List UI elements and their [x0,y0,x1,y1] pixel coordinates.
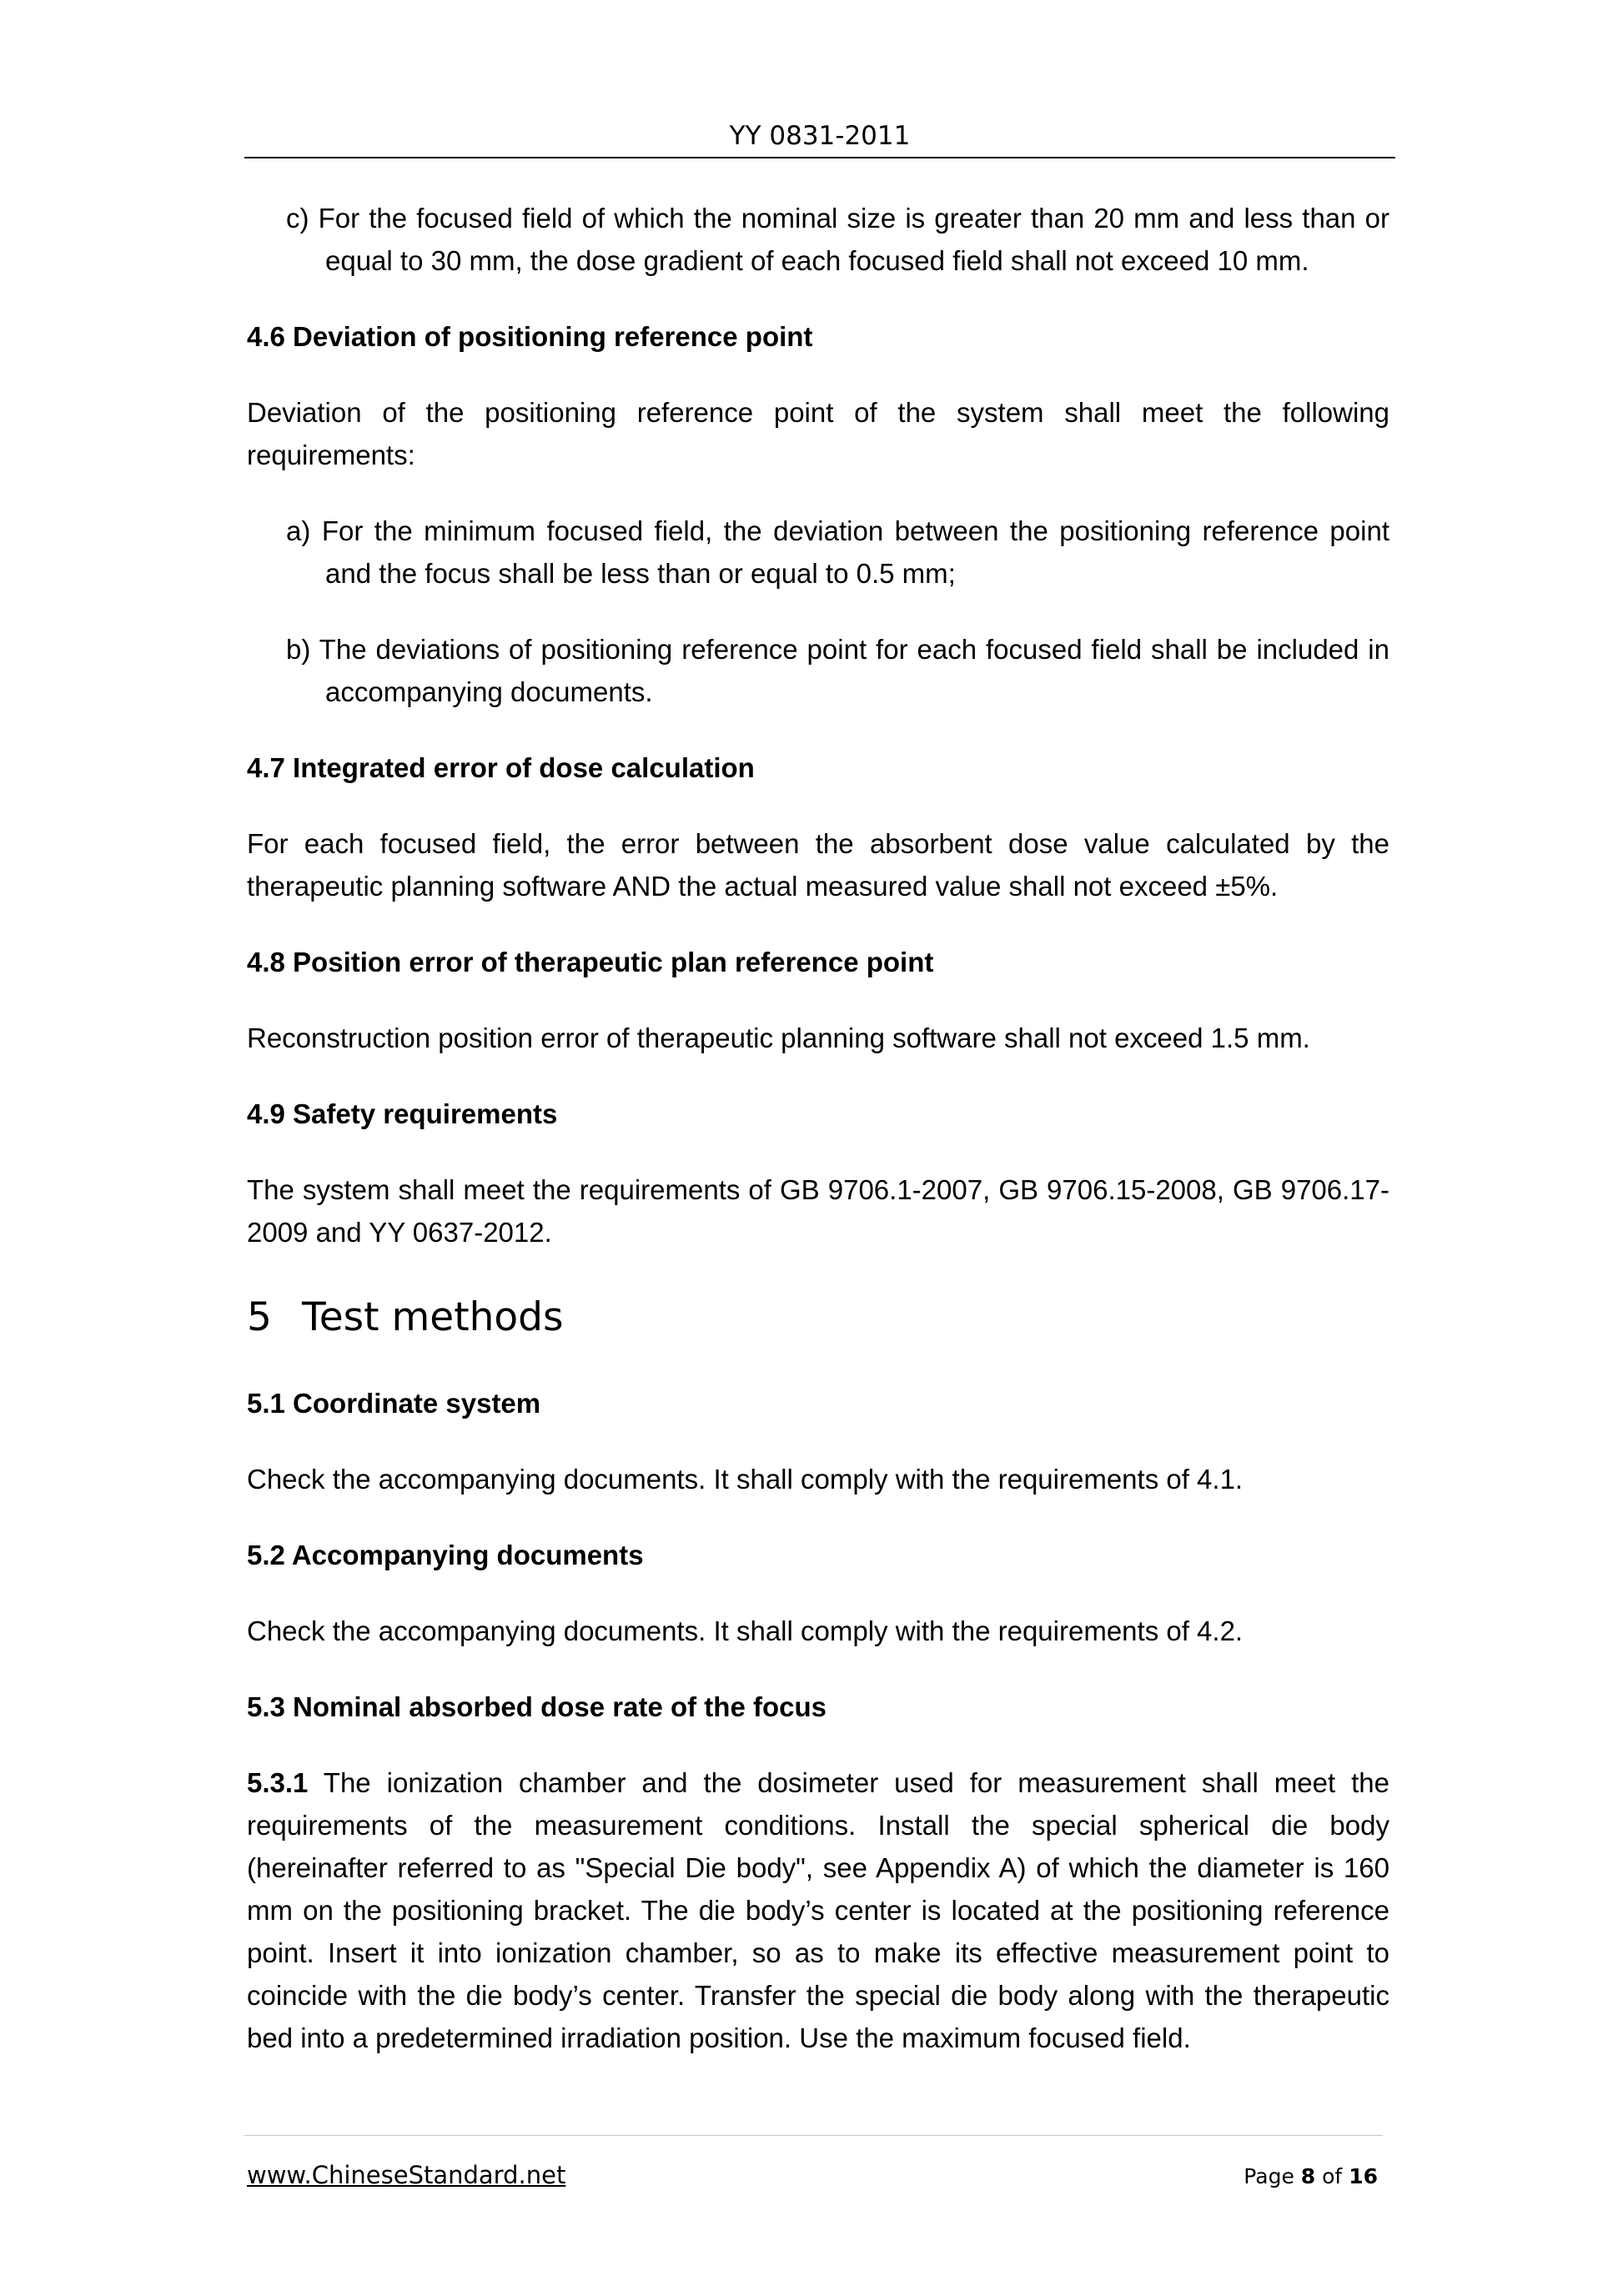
footer-divider [244,2135,1383,2136]
heading-4-9: 4.9 Safety requirements [247,1098,558,1129]
section-title: Test methods [302,1294,564,1340]
heading-5-2: 5.2 Accompanying documents [247,1540,644,1570]
page-label: Page [1244,2164,1294,2188]
heading-4-8: 4.8 Position error of therapeutic plan reference point [247,947,934,977]
paragraph-4-9: The system shall meet the requirements of GB 9706.1-2007, GB 9706.15-2008, GB 9706.17-2009 and YY 0637-2012. [247,1174,1389,1248]
paragraph-4-7: For each focused field, the error between the absorbent dose value calculated by the therapeutic planning software AND the actual measured value shall not exceed ±5%. [247,828,1389,902]
page-content [247,197,1389,2093]
paragraph-4-8: Reconstruction position error of therapeutic planning software shall not exceed 1.5 mm. [247,1022,1310,1053]
page-current: 8 [1300,2164,1316,2188]
list-item-4-6-b: b) The deviations of positioning reference point for each focused field shall be included in accompanying documents. [286,634,1389,707]
section-number: 5 [247,1294,272,1340]
clause-text: The ionization chamber and the dosimeter used for measurement shall meet the requirements of the measurement conditions. Install the special spherical die body (hereinafter referred to as "Special Die body", see Appendix A) of which the diameter is 160 mm on the positioning bracket. The die body’s center is located at the positioning reference point. Insert it into ionization chamber, so as to make its effective measurement point to coincide with the die body’s center. Transfer the special die body along with the therapeutic bed into a predetermined irradiation position. Use the maximum focused field. [247,1767,1389,2053]
footer-website-link[interactable]: www.ChineseStandard.net [247,2161,566,2189]
paragraph-5-2: Check the accompanying documents. It shall comply with the requirements of 4.2. [247,1615,1244,1646]
section-heading-5 [247,1289,1389,1347]
heading-4-7: 4.7 Integrated error of dose calculation [247,752,755,783]
paragraph-5-3-1 [247,1761,1389,2059]
paragraph-4-6: Deviation of the positioning reference point of the system shall meet the following requirements: [247,397,1389,470]
page-total: 16 [1349,2164,1378,2188]
paragraph-5-1: Check the accompanying documents. It shall comply with the requirements of 4.1. [247,1464,1244,1495]
page-header: YY 0831-2011 [244,115,1395,158]
list-item-4-6-a: a) For the minimum focused field, the deviation between the positioning reference point and the focus shall be less than or equal to 0.5 mm; [286,515,1389,589]
page-of: of [1322,2164,1343,2188]
heading-4-6: 4.6 Deviation of positioning reference point [247,321,813,352]
heading-5-3: 5.3 Nominal absorbed dose rate of the focus [247,1691,827,1722]
heading-5-1: 5.1 Coordinate system [247,1388,541,1419]
clause-number: 5.3.1 [247,1767,309,1798]
list-item-4-5-c: c) For the focused field of which the nominal size is greater than 20 mm and less than or equal to 30 mm, the dose gradient of each focused field shall not exceed 10 mm. [286,203,1389,276]
footer-page-number [1244,2160,1378,2193]
